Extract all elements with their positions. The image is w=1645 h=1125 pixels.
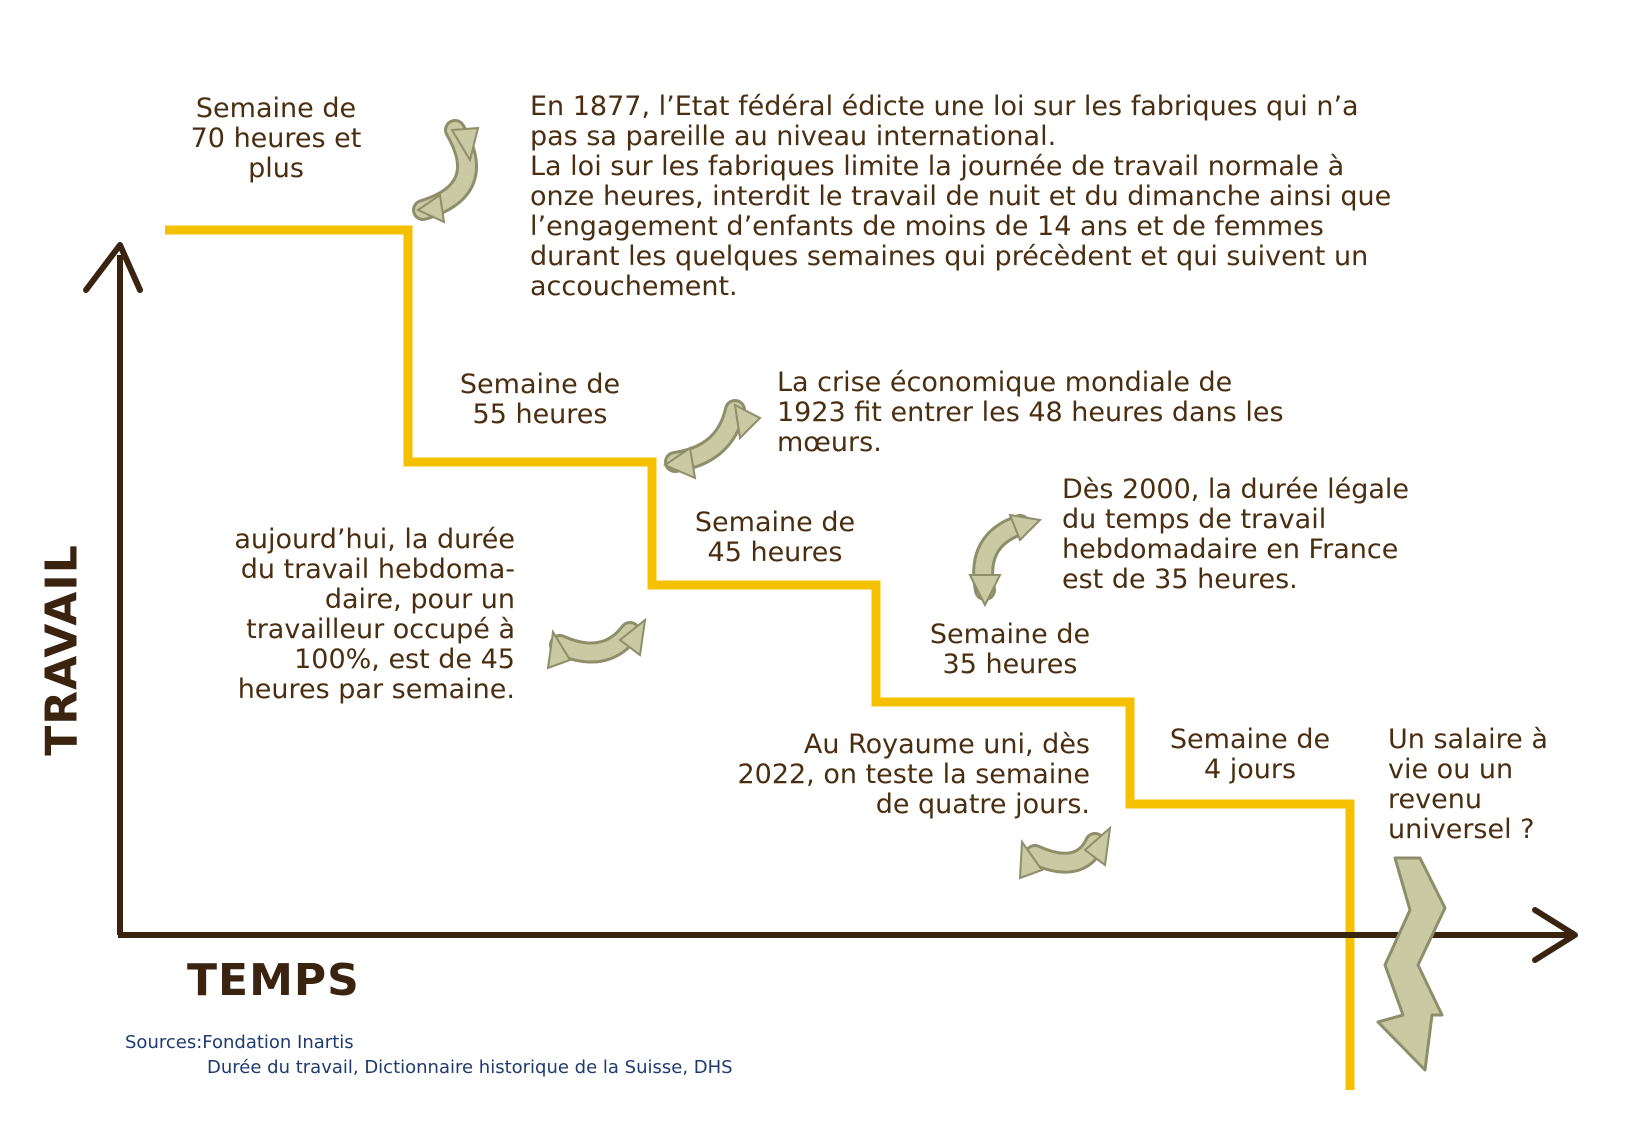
step-label-70h: Semaine de 70 heures et plus bbox=[190, 93, 362, 184]
curved-arrow-icon-1 bbox=[418, 128, 478, 222]
x-axis-label: TEMPS bbox=[187, 955, 360, 1006]
curved-arrow-icon-4 bbox=[970, 515, 1040, 605]
sources-line-1: Sources:Fondation Inartis bbox=[125, 1032, 354, 1053]
note-2000-france: Dès 2000, la durée légale du temps de travail hebdomadaire en France est de 35 heures. bbox=[1062, 474, 1410, 595]
note-1923: La crise économique mondiale de 1923 fit entrer les 48 heures dans les mœurs. bbox=[777, 367, 1284, 458]
step-label-revenu-universel: Un salaire à vie ou un revenu universel ? bbox=[1388, 724, 1548, 845]
note-1877: En 1877, l’Etat fédéral édicte une loi sur les fabriques qui n’a pas sa pareille au niveau international. La loi sur les fabriques limite la journée de travail normale à onze heures, interdit le travail de nuit et du dimanche ainsi que l’engagement d’enfants de moins de 14 ans et de femmes durant les quelques semaines qui précèdent et qui suivent un accouchement. bbox=[530, 91, 1392, 302]
x-axis bbox=[118, 910, 1575, 960]
curved-arrow-icon-5 bbox=[1020, 828, 1110, 878]
step-label-35h: Semaine de 35 heures bbox=[929, 619, 1091, 680]
sources-line-2: Durée du travail, Dictionnaire historique de la Suisse, DHS bbox=[207, 1057, 733, 1078]
note-2022-royaume-uni: Au Royaume uni, dès 2022, on teste la semaine de quatre jours. bbox=[737, 729, 1090, 820]
curved-arrow-icon-3 bbox=[548, 620, 645, 668]
note-aujourdhui: aujourd’hui, la durée du travail hebdoma- daire, pour un travailleur occupé à 100%, est de 45 heures par semaine. bbox=[234, 524, 515, 705]
step-label-55h: Semaine de 55 heures bbox=[459, 369, 621, 430]
step-label-4-jours: Semaine de 4 jours bbox=[1169, 724, 1331, 785]
y-axis bbox=[86, 245, 140, 935]
y-axis-label: TRAVAIL bbox=[36, 544, 88, 756]
curved-arrow-icon-2 bbox=[665, 405, 760, 478]
y-axis-arrowhead-icon bbox=[86, 245, 140, 290]
zigzag-down-arrow-icon bbox=[1378, 858, 1445, 1070]
step-label-45h: Semaine de 45 heures bbox=[694, 507, 856, 568]
